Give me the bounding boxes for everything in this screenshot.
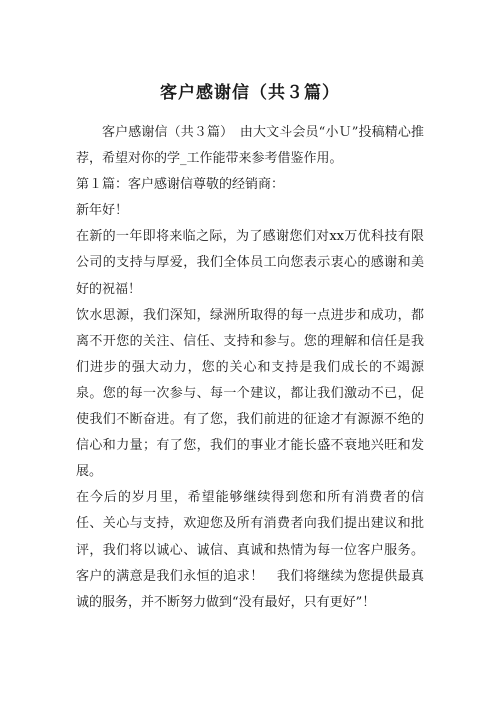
greeting-paragraph: 新年好！	[76, 203, 129, 219]
body-paragraph: 饮水思源，我们深知，绿洲所取得的每一点进步和成功，都离不开您的关注、信任、支持和参与。您的理解和信任是我们进步的强大动力，您的关心和支持是我们成长的不竭源泉。您的每一次参与、每一个建议，都让我们激动不已，促使我们不断奋进。有了您，我们前进的征途才有源源不绝的信心和力量；有了您，我们的事业才能长盛不衰地兴旺和发展。	[76, 307, 424, 480]
body-paragraph: 在新的一年即将来临之际，为了感谢您们对xx万优科技有限公司的支持与厚爱，我们全体员工向您表示衷心的感谢和美好的祝福！	[76, 229, 424, 297]
section-heading: 第１篇：客户感谢信尊敬的经销商：	[76, 177, 285, 193]
document-body	[76, 120, 424, 616]
intro-paragraph: 客户感谢信（共３篇） 由大文斗会员“小Ｕ”投稿精心推荐，希望对你的学_工作能带来参考借鉴作用。	[76, 125, 424, 167]
document-title: 客户感谢信（共３篇）	[160, 83, 340, 103]
body-paragraph: 在今后的岁月里，希望能够继续得到您和所有消费者的信任、关心与支持，欢迎您及所有消费者向我们提出建议和批评，我们将以诚心、诚信、真诚和热情为每一位客户服务。客户的满意是我们永恒的追求！ 我们将继续为您提供最真诚的服务，并不断努力做到“没有最好，只有更好”！	[76, 490, 424, 610]
